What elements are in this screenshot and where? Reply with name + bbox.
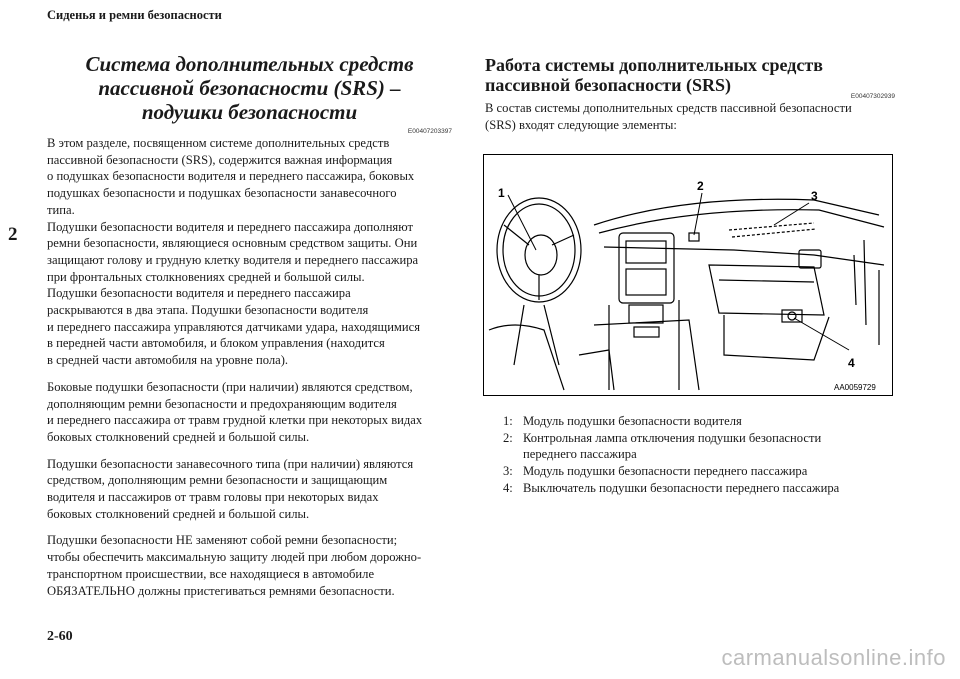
running-header: Сиденья и ремни безопасности (47, 8, 222, 22)
text-line: Подушки безопасности водителя и переднего пассажира (47, 286, 351, 301)
dashboard-drawing (484, 155, 892, 395)
legend-number: 2: (503, 430, 513, 445)
body-paragraph (47, 379, 452, 446)
illustration-code: AA0059729 (834, 383, 876, 392)
legend-item (503, 413, 903, 430)
title-line: пассивной безопасности (SRS) (485, 75, 732, 95)
text-line: Боковые подушки безопасности (при наличии) являются средством, (47, 379, 413, 394)
dashboard-illustration (483, 154, 893, 396)
legend-text (523, 463, 903, 480)
legend-line: Выключатель подушки безопасности переднего пассажира (523, 480, 840, 495)
legend-line: переднего пассажира (523, 447, 637, 462)
text-line: Подушки безопасности НЕ заменяют собой ремни безопасности; (47, 533, 398, 548)
intro-line: В состав системы дополнительных средств пассивной безопасности (485, 101, 852, 115)
text-line: дополняющим ремни безопасности и предохраняющим водителя (47, 396, 397, 411)
intro-line: (SRS) входят следующие элементы: (485, 117, 677, 132)
page-number: 2-60 (47, 629, 73, 644)
text-line: пассивной безопасности (SRS), содержится важная информация (47, 152, 393, 167)
legend-text (523, 480, 903, 497)
text-line: ОБЯЗАТЕЛЬНО должны пристегиваться ремнями безопасности. (47, 583, 395, 598)
text-line: раскрываются в два этапа. Подушки безопасности водителя (47, 303, 369, 318)
legend-number: 4: (503, 480, 513, 495)
left-column (47, 52, 452, 599)
legend-number: 3: (503, 464, 513, 479)
text-line: боковых столкновений средней и большой силы. (47, 429, 310, 444)
callout-label-3: 3 (811, 189, 818, 203)
legend-line: Модуль подушки безопасности водителя (523, 414, 742, 428)
chapter-tab: 2 (8, 224, 18, 245)
text-line: и переднего пассажира управляются датчиками удара, находящимися (47, 319, 421, 334)
diagram-legend (503, 413, 903, 497)
text-line: подушках безопасности и подушках безопасности занавесочного (47, 186, 397, 201)
title-line: подушки безопасности (141, 100, 358, 124)
text-line: Подушки безопасности занавесочного типа (при наличии) являются (47, 456, 414, 471)
text-line: ремни безопасности, являющиеся основным средством защиты. Они (47, 236, 418, 251)
text-line: о подушках безопасности водителя и переднего пассажира, боковых (47, 169, 415, 184)
text-line: при фронтальных столкновениях средней и большой силы. (47, 269, 365, 284)
section-title-srs (47, 52, 452, 124)
legend-text (523, 430, 903, 463)
dashboard-lines (489, 198, 884, 390)
text-line: в передней части автомобиля, и блоком управления (находится (47, 336, 385, 351)
text-line: средством, дополняющим ремни безопасности и защищающим (47, 473, 388, 488)
text-line: боковых столкновений средней и большой силы. (47, 506, 310, 521)
legend-item (503, 430, 903, 463)
text-line: чтобы обеспечить максимальную защиту людей при любом дорожно- (47, 550, 422, 565)
legend-text (523, 413, 903, 430)
title-line: Работа системы дополнительных средств (485, 55, 823, 75)
text-line: Подушки безопасности водителя и переднего пассажира дополняют (47, 219, 413, 234)
text-line: и переднего пассажира от травм грудной клетки при некоторых видах (47, 413, 423, 428)
legend-item (503, 480, 903, 497)
title-line: пассивной безопасности (SRS) – (98, 76, 401, 100)
text-line: В этом разделе, посвященном системе дополнительных средств (47, 136, 390, 150)
text-line: типа. (47, 202, 75, 217)
callout-label-2: 2 (697, 179, 704, 193)
legend-line: Модуль подушки безопасности переднего пассажира (523, 464, 808, 479)
section-code: E00407302939 (850, 93, 895, 100)
legend-line: Контрольная лампа отключения подушки безопасности (523, 430, 822, 445)
text-line: в средней части автомобиля на уровне пола). (47, 353, 289, 368)
body-paragraph (47, 456, 452, 523)
text-line: водителя и пассажиров от травм головы при некоторых видах (47, 490, 379, 505)
legend-item (503, 463, 903, 480)
body-paragraph (47, 135, 452, 369)
title-line: Система дополнительных средств (85, 52, 414, 76)
text-line: транспортном происшествии, все находящиеся в автомобиле (47, 566, 375, 581)
intro-text (485, 100, 895, 133)
text-line: защищают голову и грудную клетку водителя и переднего пассажира (47, 252, 419, 267)
footer-watermark: carmanualsonline.info (721, 645, 946, 670)
section-code: E00407203397 (407, 128, 452, 135)
callout-label-4: 4 (848, 356, 855, 370)
right-column (485, 55, 895, 133)
callout-label-1: 1 (498, 186, 505, 200)
body-paragraph (47, 532, 452, 599)
left-paragraphs (47, 135, 452, 599)
legend-number: 1: (503, 414, 513, 428)
section-title-srs-operation (485, 55, 895, 95)
